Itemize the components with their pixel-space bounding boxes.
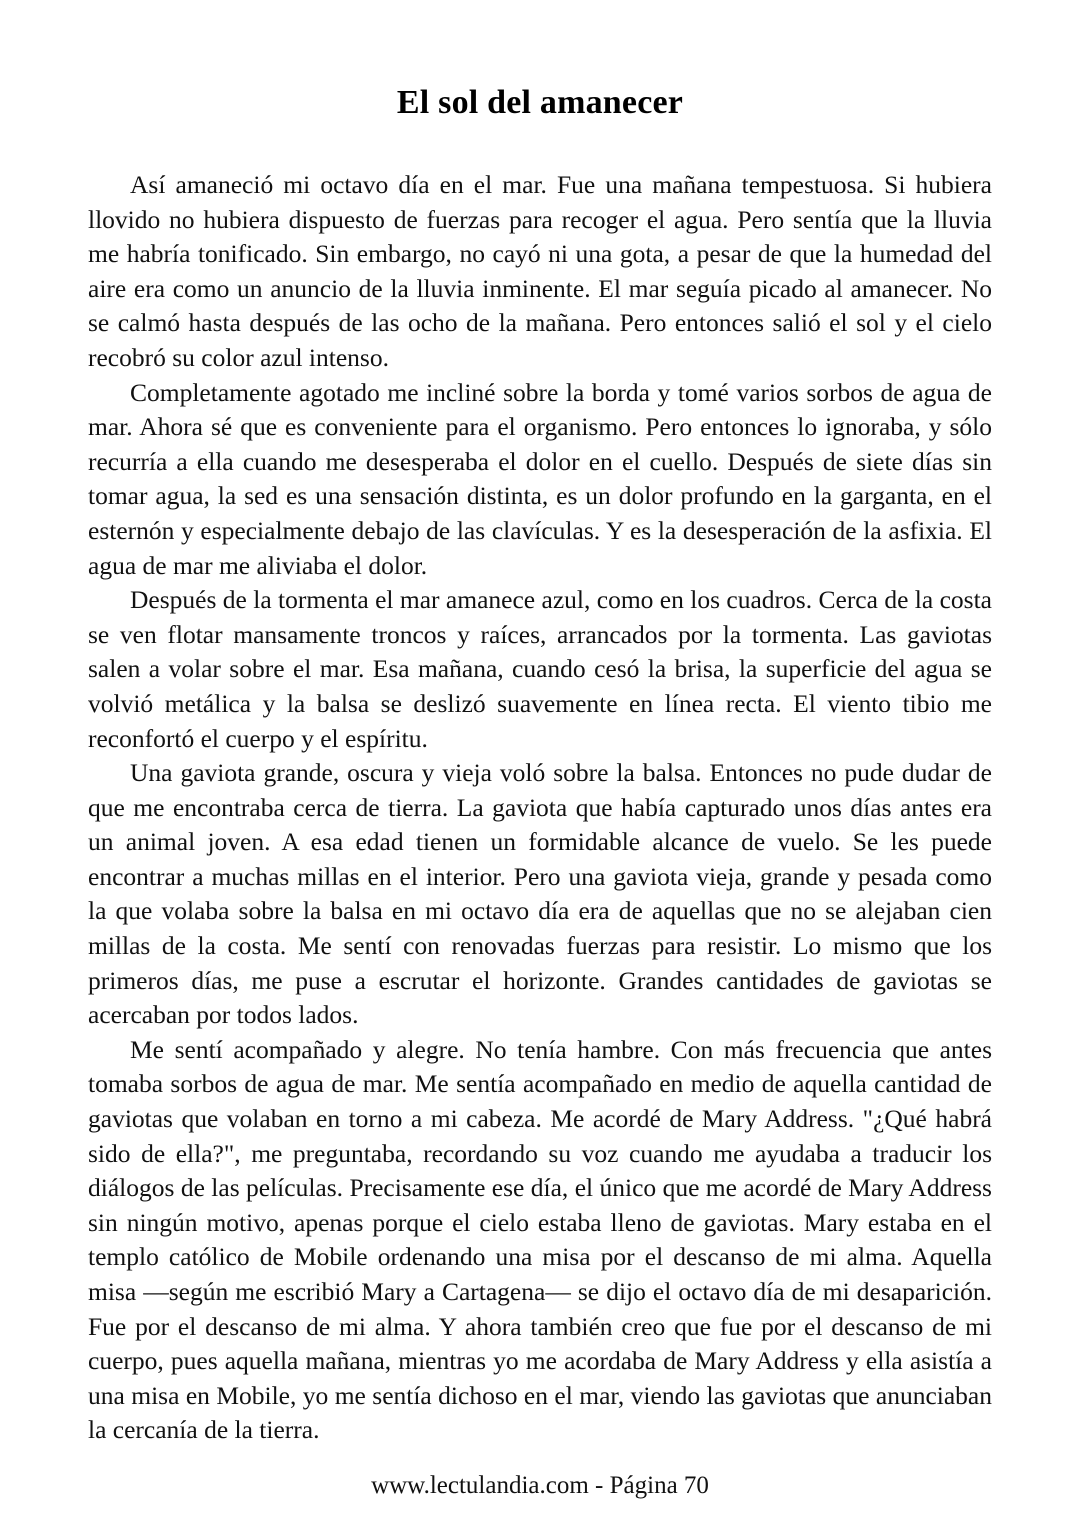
paragraph: Una gaviota grande, oscura y vieja voló sobre la balsa. Entonces no pude dudar de que me encontraba cerca de tierra. La gaviota que había capturado unos días antes era un animal joven. A esa edad tienen un formidable alcance de vuelo. Se les puede encontrar a muchas millas en el interior. Pero una gaviota vieja, grande y pesada como la que volaba sobre la balsa en mi octavo día era de aquellas que no se alejaban cien millas de la costa. Me sentí con renovadas fuerzas para resistir. Lo mismo que los primeros días, me puse a escrutar el horizonte. Grandes cantidades de gaviotas se acercaban por todos lados.	[88, 758, 992, 1030]
body-text	[88, 168, 992, 1448]
page-footer: www.lectulandia.com - Página 70	[371, 1472, 709, 1499]
paragraph: Me sentí acompañado y alegre. No tenía hambre. Con más frecuencia que antes tomaba sorbos de agua de mar. Me sentía acompañado en medio de aquella cantidad de gaviotas que volaban en torno a mi cabeza. Me acordé de Mary Address. "¿Qué habrá sido de ella?", me preguntaba, recordando su voz cuando me ayudaba a traducir los diálogos de las películas. Precisamente ese día, el único que me acordé de Mary Address sin ningún motivo, apenas porque el cielo estaba lleno de gaviotas. Mary estaba en el templo católico de Mobile ordenando una misa por el descanso de mi alma. Aquella misa —según me escribió Mary a Cartagena— se dijo el octavo día de mi desaparición. Fue por el descanso de mi alma. Y ahora también creo que fue por el descanso de mi cuerpo, pues aquella mañana, mientras yo me acordaba de Mary Address y ella asistía a una misa en Mobile, yo me sentía dichoso en el mar, viendo las gaviotas que anunciaban la cercanía de la tierra.	[88, 1034, 992, 1445]
page-title: El sol del amanecer	[396, 84, 684, 121]
paragraph: Así amaneció mi octavo día en el mar. Fue una mañana tempestuosa. Si hubiera llovido no hubiera dispuesto de fuerzas para recoger el agua. Pero sentía que la lluvia me habría tonificado. Sin embargo, no cayó ni una gota, a pesar de que la humedad del aire era como un anuncio de la lluvia inminente. El mar seguía picado al amanecer. No se calmó hasta después de las ocho de la mañana. Pero entonces salió el sol y el cielo recobró su color azul intenso.	[88, 170, 992, 372]
paragraph: Después de la tormenta el mar amanece azul, como en los cuadros. Cerca de la costa se ven flotar mansamente troncos y raíces, arrancados por la tormenta. Las gaviotas salen a volar sobre el mar. Esa mañana, cuando cesó la brisa, la superficie del agua se volvió metálica y la balsa se deslizó suavemente en línea recta. El viento tibio me reconfortó el cuerpo y el espíritu.	[88, 585, 992, 753]
page-content	[88, 0, 992, 1448]
paragraph: Completamente agotado me incliné sobre la borda y tomé varios sorbos de agua de mar. Ahora sé que es conveniente para el organismo. Pero entonces lo ignoraba, y sólo recurría a ella cuando me desesperaba el dolor en el cuello. Después de siete días sin tomar agua, la sed es una sensación distinta, es un dolor profundo en la garganta, en el esternón y especialmente debajo de las clavículas. Y es la desesperación de la asfixia. El agua de mar me aliviaba el dolor.	[88, 377, 992, 580]
